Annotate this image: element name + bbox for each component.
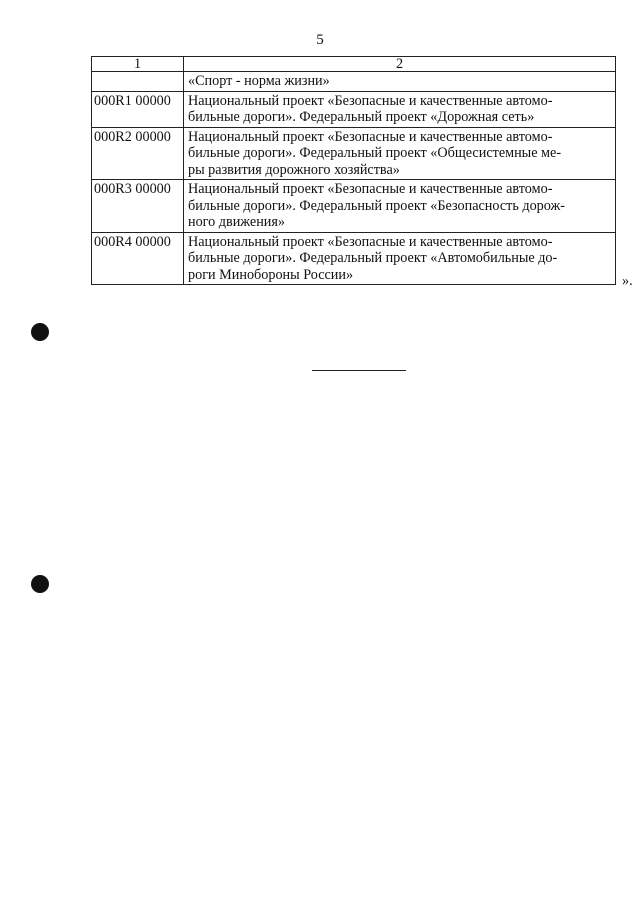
description-line: Национальный проект «Безопасные и качественные автомо- <box>188 92 553 109</box>
closing-quote-mark: ». <box>622 273 633 289</box>
description-line: бильные дороги». Федеральный проект «Дорожная сеть» <box>188 109 535 125</box>
column-header-2: 2 <box>184 57 616 72</box>
punch-hole-bottom <box>31 575 49 593</box>
description-line: «Спорт - норма жизни» <box>188 73 330 89</box>
description-line: бильные дороги». Федеральный проект «Общесистемные ме- <box>188 145 562 161</box>
code-cell: 000R4 00000 <box>92 232 184 285</box>
table-header-row <box>92 57 616 72</box>
code-cell: 000R2 00000 <box>92 127 184 180</box>
description-line: ного движения» <box>188 214 286 230</box>
code-cell: 000R3 00000 <box>92 180 184 233</box>
punch-hole-top <box>31 323 49 341</box>
description-line: бильные дороги». Федеральный проект «Безопасность дорож- <box>188 197 566 214</box>
code-cell: 000R1 00000 <box>92 91 184 127</box>
description-line: бильные дороги». Федеральный проект «Автомобильные до- <box>188 250 558 266</box>
description-line: роги Минобороны России» <box>188 266 354 283</box>
description-line: Национальный проект «Безопасные и качественные автомо- <box>188 233 553 250</box>
end-of-document-rule <box>312 370 406 371</box>
description-line: Национальный проект «Безопасные и качественные автомо- <box>188 128 553 145</box>
column-header-1: 1 <box>92 57 184 72</box>
table-row <box>92 180 616 233</box>
description-cell <box>184 232 616 285</box>
table-row <box>92 72 616 92</box>
code-cell <box>92 72 184 92</box>
description-line: ры развития дорожного хозяйства» <box>188 161 400 178</box>
table-row <box>92 127 616 180</box>
table-row <box>92 232 616 285</box>
description-cell <box>184 180 616 233</box>
budget-code-table <box>91 56 616 285</box>
table-row <box>92 91 616 127</box>
description-cell <box>184 127 616 180</box>
description-line: Национальный проект «Безопасные и качественные автомо- <box>188 181 553 197</box>
page-number: 5 <box>316 32 324 48</box>
description-cell <box>184 91 616 127</box>
description-cell <box>184 72 616 92</box>
